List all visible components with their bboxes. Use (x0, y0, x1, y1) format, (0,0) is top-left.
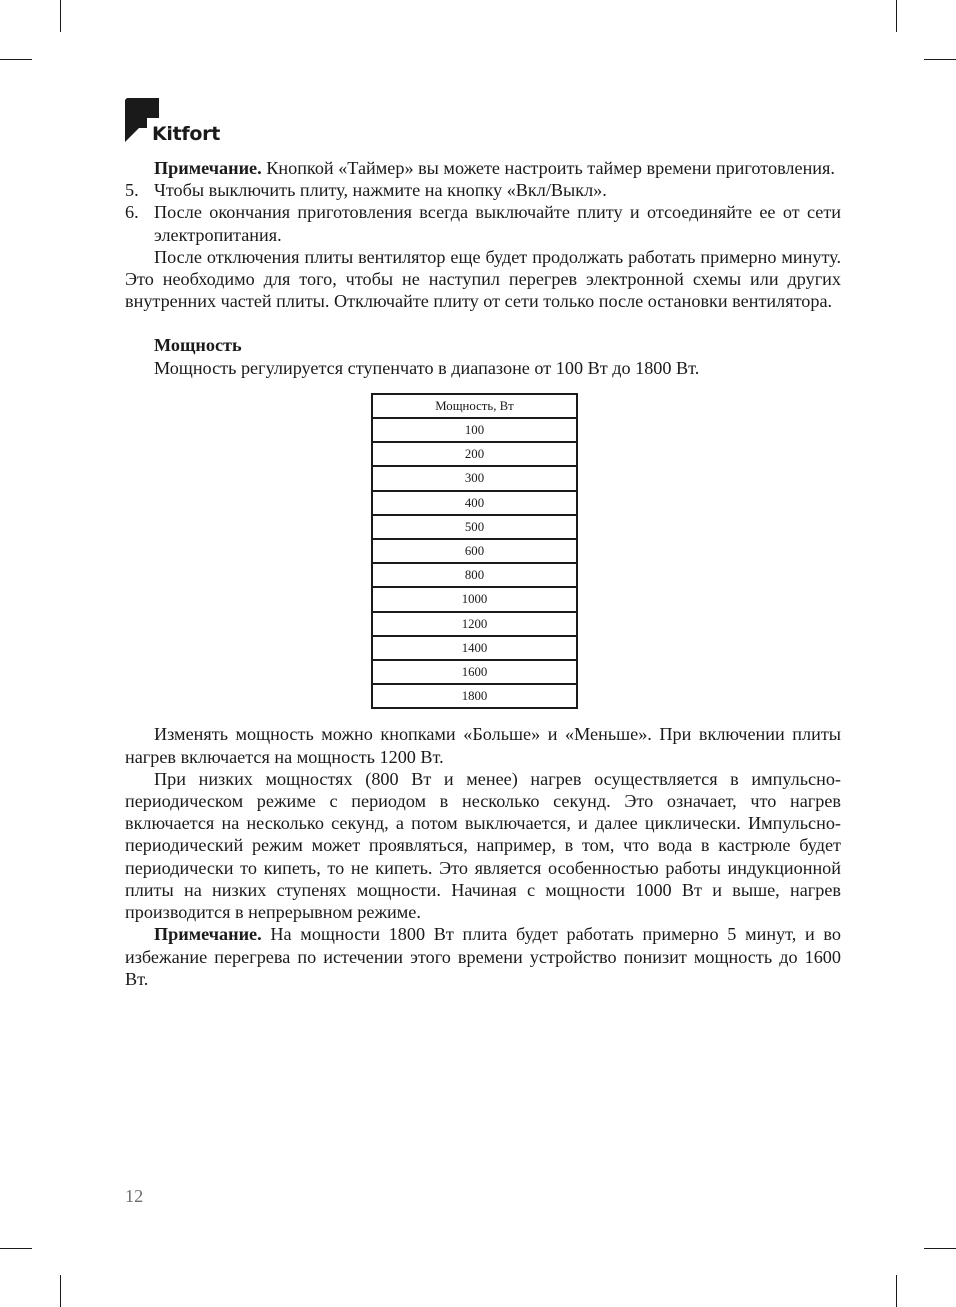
note-label: Примечание. (154, 924, 262, 945)
table-row (372, 515, 577, 539)
table-cell: 1400 (372, 636, 577, 660)
table-row (372, 636, 577, 660)
table-header: Мощность, Вт (372, 394, 577, 418)
table-row (372, 660, 577, 684)
list-item-text: После окончания приготовления всегда выключайте плиту и отсоединяйте ее от сети электропитания. (154, 202, 841, 245)
list-item-text: Чтобы выключить плиту, нажмите на кнопку «Вкл/Выкл». (154, 180, 607, 201)
table-row (372, 442, 577, 466)
list-item-number: 5. (125, 180, 139, 201)
table-row (372, 491, 577, 515)
list-item-number: 6. (125, 202, 139, 223)
crop-mark (0, 59, 32, 60)
crop-mark (60, 0, 61, 32)
note-label: Примечание. (154, 158, 262, 178)
crop-mark (924, 59, 956, 60)
table-row (372, 612, 577, 636)
crop-mark (896, 0, 897, 32)
list-item (125, 179, 841, 201)
page-content (125, 157, 841, 990)
table-header-row (372, 394, 577, 418)
note-text: Кнопкой «Таймер» вы можете настроить таймер времени приготовления. (261, 158, 835, 178)
table-row (372, 418, 577, 442)
table-row (372, 684, 577, 708)
power-table (371, 393, 578, 710)
crop-mark (896, 1275, 897, 1307)
table-row (372, 587, 577, 611)
table-cell: 300 (372, 466, 577, 490)
table-row (372, 466, 577, 490)
section-spacer (125, 312, 841, 334)
section-heading: Мощность (154, 335, 242, 356)
timer-note (125, 157, 841, 179)
table-cell: 600 (372, 539, 577, 563)
table-row (372, 539, 577, 563)
table-row (372, 563, 577, 587)
table-cell: 1200 (372, 612, 577, 636)
list-item (125, 201, 841, 245)
table-cell: 200 (372, 442, 577, 466)
note-text: На мощности 1800 Вт плита будет работать примерно 5 минут, и во избежание перегрева по истечении этого времени устройство понизит мощность до 1600 Вт. (125, 924, 841, 989)
power-buttons-paragraph: Изменять мощность можно кнопками «Больше» и «Меньше». При включении плиты нагрев включается на мощность 1200 Вт. (125, 724, 841, 767)
pulse-mode-paragraph: При низких мощностях (800 Вт и менее) нагрев осуществляется в импульсно-периодическом режиме с периодом в несколько секунд. Это означает, что нагрев включается на несколько секунд, а потом выключается, и далее циклически. Импульсно-периодический режим может проявляться, например, в том, что вода в кастрюле будет периодически то кипеть, то не кипеть. Это является особенностью работы индукционной плиты на низких ступенях мощности. Начиная с мощности 1000 Вт и выше, нагрев производится в непрерывном режиме. (125, 768, 841, 923)
crop-mark (0, 1248, 32, 1249)
table-cell: 1600 (372, 660, 577, 684)
table-cell: 400 (372, 491, 577, 515)
table-cell: 1000 (372, 587, 577, 611)
crop-mark (60, 1275, 61, 1307)
brand-name: Kitfort (152, 123, 220, 145)
table-cell: 800 (372, 563, 577, 587)
page-number: 12 (125, 1186, 144, 1206)
table-cell: 1800 (372, 684, 577, 708)
power-intro: Мощность регулируется ступенчато в диапазоне от 100 Вт до 1800 Вт. (154, 357, 700, 378)
overheat-note (125, 923, 841, 990)
table-cell: 100 (372, 418, 577, 442)
brand-logo (125, 98, 235, 150)
fan-paragraph: После отключения плиты вентилятор еще будет продолжать работать примерно минуту. Это необходимо для того, чтобы не наступил перегрев электронной схемы или других внутренних частей плиты. Отключайте плиту от сети только после остановки вентилятора. (125, 246, 841, 312)
crop-mark (924, 1248, 956, 1249)
table-cell: 500 (372, 515, 577, 539)
